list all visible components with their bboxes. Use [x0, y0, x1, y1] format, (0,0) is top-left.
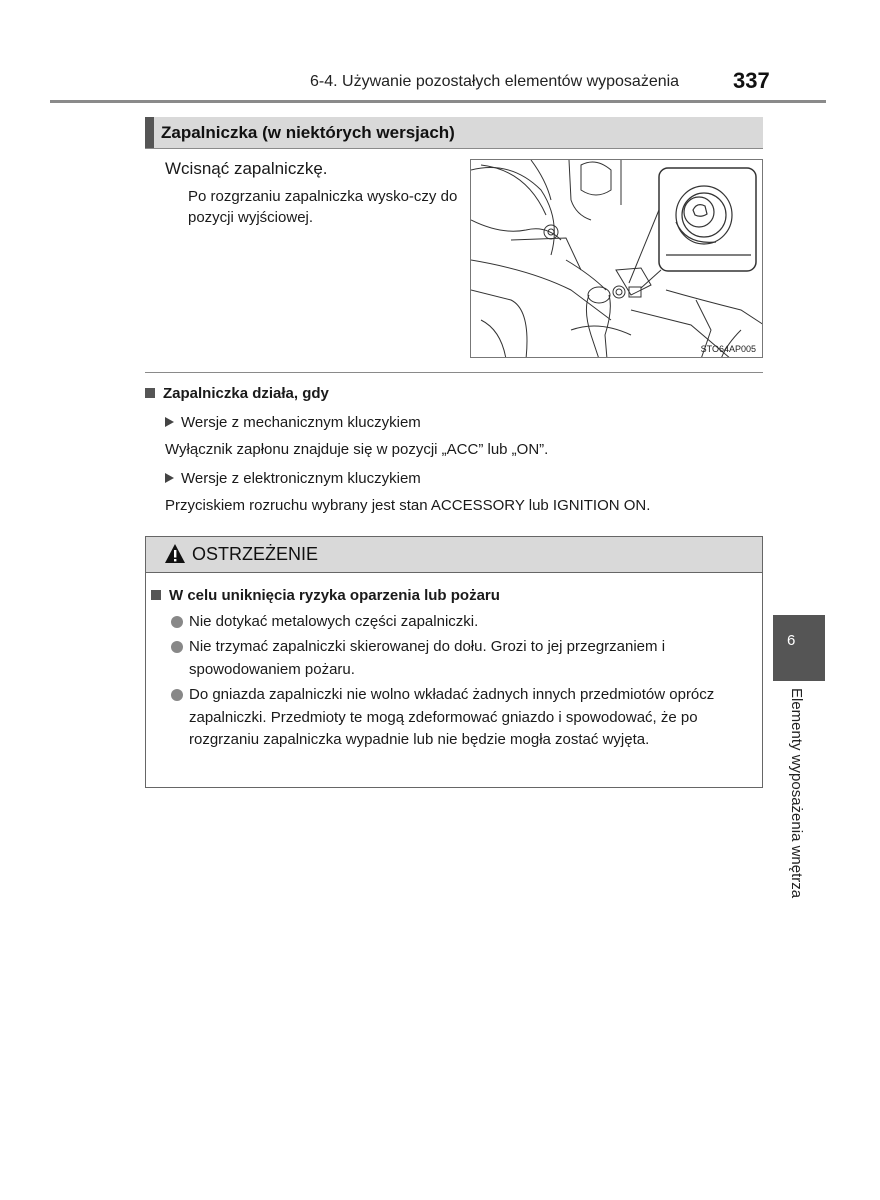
- chapter-tab: [773, 615, 825, 681]
- round-bullet-icon: [171, 641, 183, 653]
- warning-header: [146, 537, 762, 573]
- warning-box: [145, 536, 763, 788]
- electronic-key-description: Przyciskiem rozruchu wybrany jest stan ACCESSORY lub IGNITION ON.: [165, 497, 651, 514]
- round-bullet-icon: [171, 689, 183, 701]
- warning-triangle-icon: [164, 543, 186, 565]
- mechanical-key-text: Wersje z mechanicznym kluczykiem: [181, 414, 421, 431]
- electronic-key-text: Wersje z elektronicznym kluczykiem: [181, 470, 421, 487]
- section-title-bar: [145, 117, 763, 148]
- page-number: 337: [733, 68, 770, 93]
- square-bullet-icon: [151, 590, 161, 600]
- header-rule: [50, 100, 826, 103]
- illustration-code: STO64AP005: [700, 344, 756, 354]
- mechanical-key-description: Wyłącznik zapłonu znajduje się w pozycji „ACC” lub „ON”.: [165, 441, 549, 458]
- operation-heading: [145, 385, 329, 402]
- section-divider: [145, 372, 763, 373]
- warning-bullet-text: Nie trzymać zapalniczki skierowanej do dołu. Grozi to jej przegrzaniem i spowodowaniem pożaru.: [189, 638, 666, 678]
- operation-heading-text: Zapalniczka działa, gdy: [163, 385, 329, 402]
- round-bullet-icon: [171, 616, 183, 628]
- mechanical-key-label: [165, 414, 421, 431]
- electronic-key-label: [165, 470, 421, 487]
- warning-heading: [151, 587, 500, 604]
- warning-label: OSTRZEŻENIE: [192, 544, 319, 564]
- instruction-step: Wcisnąć zapalniczkę.: [165, 159, 328, 178]
- warning-bullet-text: Do gniazda zapalniczki nie wolno wkładać żadnych innych przedmiotów oprócz zapalniczki. Przedmioty te mogą zdeformować gniazdo i spowodować, że po rozgrzaniu zapalniczka wypadnie lub nie będzie mogła zostać wyjęta.: [189, 686, 715, 748]
- chapter-tab-number: 6: [787, 632, 796, 649]
- chapter-tab-title: Elementy wyposażenia wnętrza: [788, 688, 805, 899]
- dashboard-drawing: [471, 160, 763, 358]
- warning-bullet-text: Nie dotykać metalowych części zapalniczki.: [189, 613, 479, 630]
- triangle-bullet-icon: [165, 417, 174, 427]
- instruction-note: Po rozgrzaniu zapalniczka wysko-czy do pozycji wyjściowej.: [188, 188, 458, 226]
- cigarette-lighter-illustration: [470, 159, 763, 358]
- section-accent: [145, 117, 154, 148]
- warning-heading-text: W celu uniknięcia ryzyka oparzenia lub pożaru: [169, 587, 500, 604]
- triangle-bullet-icon: [165, 473, 174, 483]
- section-rule: [145, 148, 763, 149]
- section-title: Zapalniczka (w niektórych wersjach): [161, 123, 455, 142]
- warning-bullet: [168, 611, 753, 634]
- chapter-header: 6-4. Używanie pozostałych elementów wyposażenia: [310, 73, 680, 90]
- warning-bullet: [168, 684, 753, 752]
- square-bullet-icon: [145, 388, 155, 398]
- warning-bullet: [168, 636, 753, 681]
